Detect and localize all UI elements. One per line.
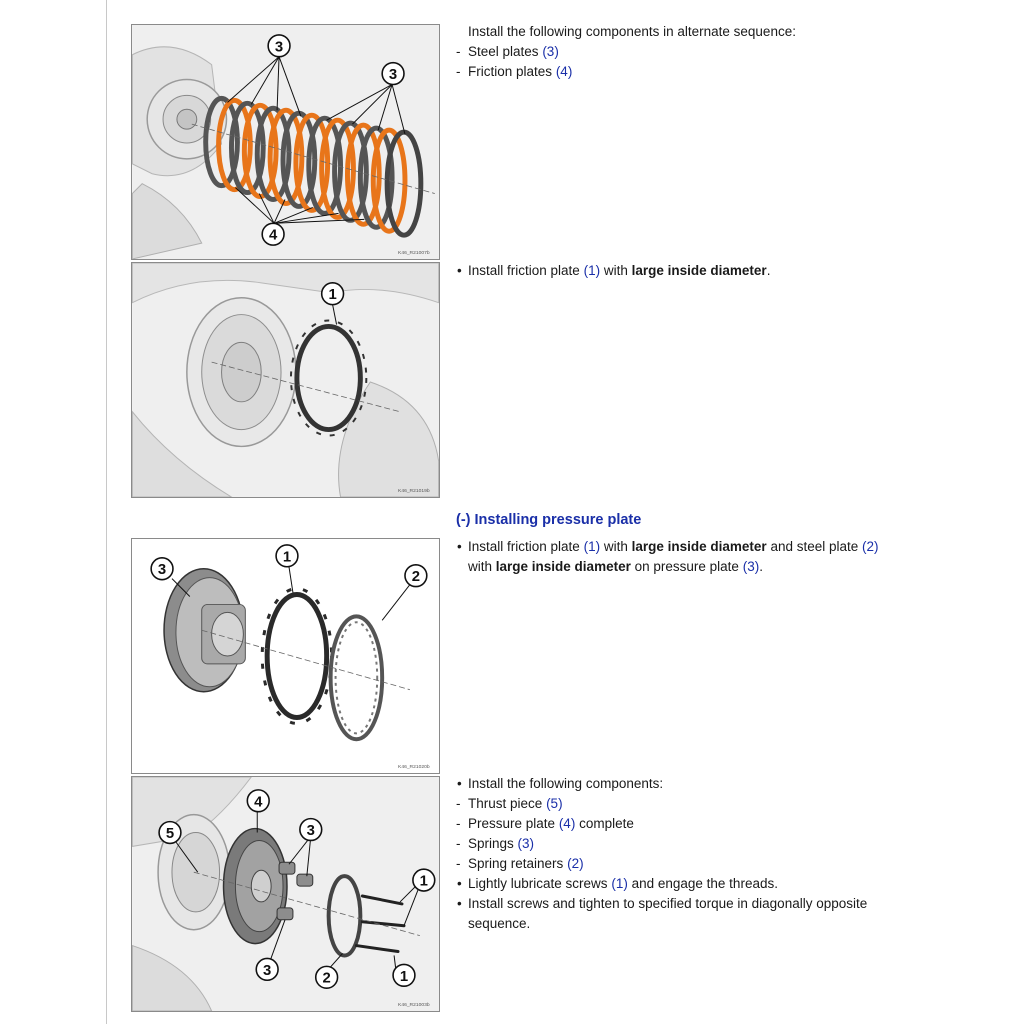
svg-text:3: 3 (263, 962, 272, 979)
list-item: - Pressure plate (4) complete (456, 816, 634, 831)
ref-link[interactable]: (3) (542, 44, 559, 59)
ref-link[interactable]: (1) (583, 539, 601, 554)
figure-id: K46_R21020b (398, 765, 430, 771)
callout-5 (159, 822, 181, 844)
ref-link[interactable]: (3) (742, 559, 760, 574)
figure-id: K46_R21019b (398, 489, 430, 495)
callout-2 (405, 565, 427, 587)
page-margin-line (106, 0, 107, 1024)
list-item: - Steel plates (3) (456, 44, 559, 59)
figure-friction-plate (131, 262, 440, 498)
svg-text:1: 1 (328, 287, 337, 304)
svg-text:4: 4 (268, 227, 278, 244)
callout-1 (322, 283, 344, 305)
bullet-item: • Install friction plate (1) with large inside diameter and steel plate (2) with large inside diameter on pressure plate (3). (456, 537, 926, 577)
list-item: - Friction plates (4) (456, 64, 573, 79)
bullet-item: • Lightly lubricate screws (1) and engage the threads. (456, 874, 926, 894)
callout-3 (151, 558, 173, 580)
ref-link[interactable]: (4) (558, 816, 576, 831)
ref-link[interactable]: (5) (546, 796, 563, 811)
svg-text:1: 1 (282, 549, 292, 566)
instructions-block-2 (456, 261, 926, 281)
figure-id: K46_R21003b (398, 1003, 430, 1009)
ref-link[interactable]: (4) (555, 64, 573, 79)
svg-text:2: 2 (322, 970, 331, 987)
callout-2 (316, 966, 338, 988)
svg-text:1: 1 (399, 968, 409, 985)
figure-clutch-plates (131, 24, 440, 260)
callout-3b (256, 958, 278, 980)
ref-link[interactable]: (2) (567, 856, 584, 871)
instructions-block-3 (456, 537, 926, 577)
callout-3a (300, 819, 322, 841)
callout-1a (413, 869, 435, 891)
instructions-block-1 (456, 22, 926, 82)
callout-4 (247, 790, 269, 812)
figure-pressure-plate-assembly (131, 776, 440, 1012)
bullet-item: • Install friction plate (1) with large inside diameter. (456, 261, 926, 281)
svg-text:3: 3 (388, 67, 398, 84)
svg-text:2: 2 (411, 569, 421, 586)
figure-clutch-plates-drawing (132, 25, 439, 259)
figure-pressure-plate (131, 538, 440, 774)
figure-pressure-plate-drawing (132, 539, 439, 773)
ref-link[interactable]: (1) (583, 263, 601, 278)
ref-link[interactable]: (2) (862, 539, 879, 554)
instructions-block-4 (456, 774, 926, 934)
callout-3a (268, 35, 290, 57)
bullet-item: • Install the following components: (456, 774, 926, 794)
figure-friction-plate-drawing (132, 263, 439, 497)
callout-1 (276, 545, 298, 567)
callout-1b (393, 964, 415, 986)
svg-text:4: 4 (254, 794, 263, 811)
figure-assembly-drawing (132, 777, 439, 1011)
list-item: - Springs (3) (456, 836, 535, 851)
ref-link[interactable]: (3) (517, 836, 535, 851)
svg-text:1: 1 (419, 873, 428, 890)
section-heading: (-) Installing pressure plate (456, 512, 642, 528)
ref-link[interactable]: (1) (611, 876, 628, 891)
list-item: - Thrust piece (5) (456, 796, 563, 811)
callout-4 (262, 223, 284, 245)
svg-text:5: 5 (165, 825, 175, 842)
list-item: - Spring retainers (2) (456, 856, 584, 871)
svg-text:3: 3 (274, 39, 284, 56)
bullet-item: • Install screws and tighten to specified torque in diagonally opposite sequence. (456, 894, 926, 934)
instruction-intro: Install the following components in alternate sequence: (468, 24, 796, 39)
callout-3b (382, 63, 404, 85)
svg-text:3: 3 (157, 562, 167, 579)
figure-id: K46_R21007b (398, 251, 430, 257)
svg-text:3: 3 (306, 823, 315, 840)
